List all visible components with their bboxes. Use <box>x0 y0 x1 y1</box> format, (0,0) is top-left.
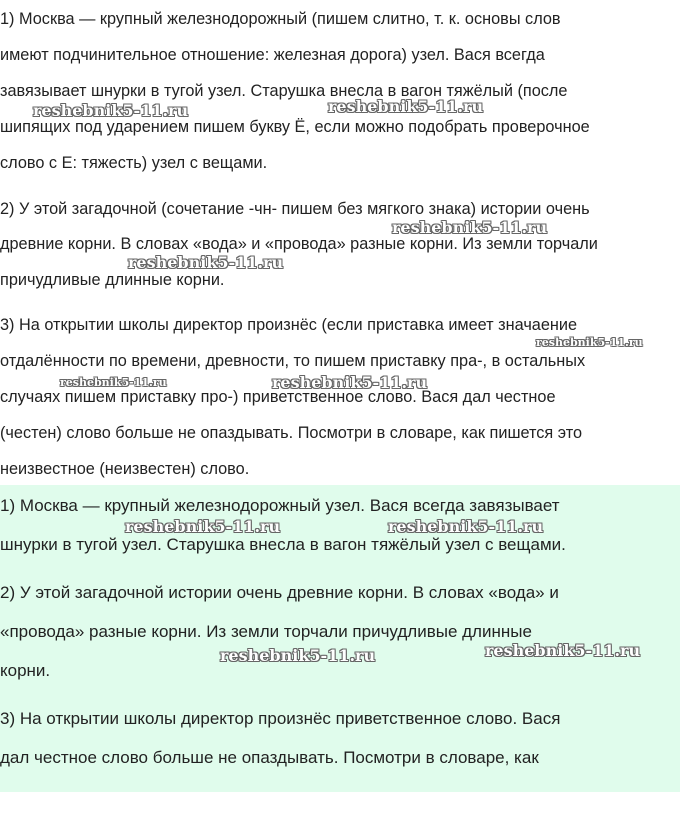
explanation-line: случаях пишем приставку про-) приветственное слово. Вася дал честное <box>0 388 556 406</box>
explanation-line: слово с Е: тяжесть) узел с вещами. <box>0 154 268 172</box>
watermark: reshebnik5-11.ru <box>328 97 484 116</box>
answer-line: 2) У этой загадочной истории очень древние корни. В словах «вода» и <box>0 583 559 602</box>
explanation-line: шипящих под ударением пишем букву Ё, если можно подобрать проверочное <box>0 118 590 136</box>
watermark: reshebnik5-11.ru <box>272 373 428 392</box>
explanation-line: неизвестное (неизвестен) слово. <box>0 460 250 478</box>
watermark: reshebnik5-11.ru <box>388 517 544 536</box>
explanation-line: 1) Москва — крупный железнодорожный (пишем слитно, т. к. основы слов <box>0 10 561 28</box>
answer-line: 1) Москва — крупный железнодорожный узел. Вася всегда завязывает <box>0 496 560 515</box>
watermark: reshebnik5-11.ru <box>392 218 548 237</box>
watermark: reshebnik5-11.ru <box>60 376 167 389</box>
explanation-line: 2) У этой загадочной (сочетание -чн- пишем без мягкого знака) истории очень <box>0 200 590 218</box>
explanation-line: 3) На открытии школы директор произнёс (если приставка имеет значаение <box>0 316 578 334</box>
answer-line: шнурки в тугой узел. Старушка внесла в вагон тяжёлый узел с вещами. <box>0 535 566 554</box>
explanation-line: завязывает шнурки в тугой узел. Старушка внесла в вагон тяжёлый (после <box>0 82 568 100</box>
explanation-line: отдалённости по времени, древности, то пишем приставку пра-, в остальных <box>0 352 586 370</box>
watermark: reshebnik5-11.ru <box>128 253 284 272</box>
watermark: reshebnik5-11.ru <box>220 646 376 665</box>
answer-line: «провода» разные корни. Из земли торчали причудливые длинные <box>0 622 532 641</box>
watermark: reshebnik5-11.ru <box>125 517 281 536</box>
explanation-line: имеют подчинительное отношение: железная дорога) узел. Вася всегда <box>0 46 545 64</box>
answer-line: корни. <box>0 661 51 680</box>
answer-line: 3) На открытии школы директор произнёс приветственное слово. Вася <box>0 709 561 728</box>
watermark: reshebnik5-11.ru <box>485 641 641 660</box>
explanation-line: причудливые длинные корни. <box>0 271 225 289</box>
watermark: reshebnik5-11.ru <box>536 336 643 349</box>
explanation-line: древние корни. В словах «вода» и «провода» разные корни. Из земли торчали <box>0 235 598 253</box>
explanation-line: (честен) слово больше не опаздывать. Посмотри в словаре, как пишется это <box>0 424 583 442</box>
answer-line: дал честное слово больше не опаздывать. Посмотри в словаре, как <box>0 748 539 767</box>
watermark: reshebnik5-11.ru <box>33 101 189 120</box>
